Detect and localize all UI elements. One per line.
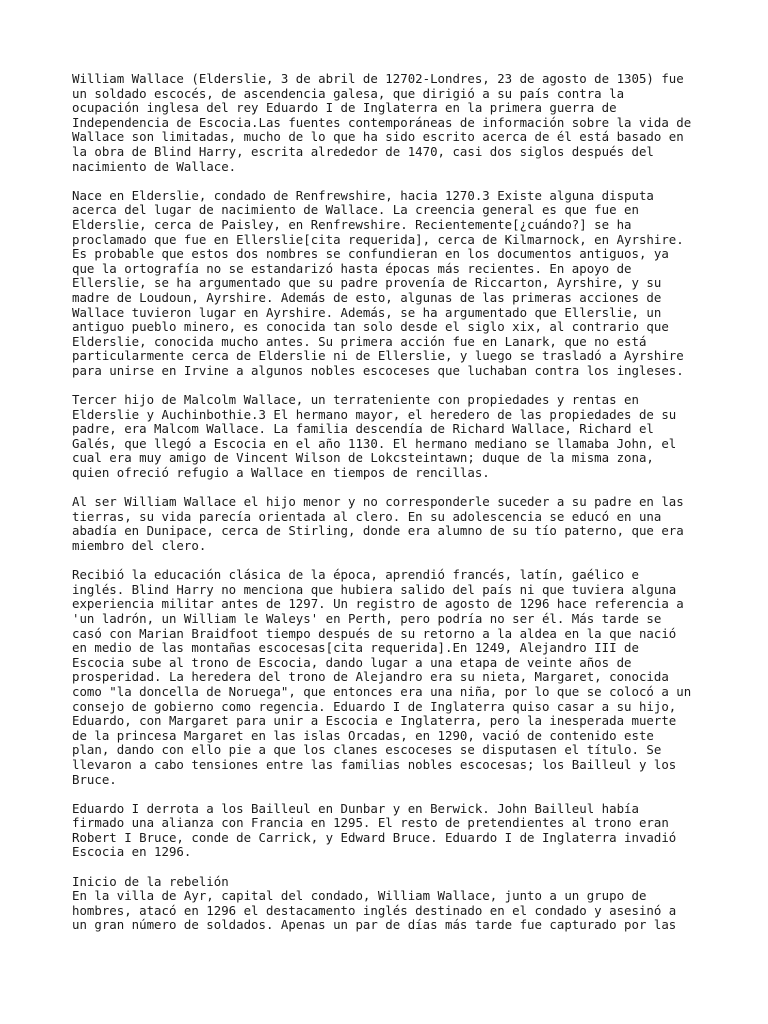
- section-paragraph: En la villa de Ayr, capital del condado, William Wallace, junto a un grupo de hombres, atacó en 1296 el destacamento inglés destinado en el condado y asesinó a un gran número de soldados. Apenas un par de días más tarde fue capturado por las: [72, 888, 677, 933]
- paragraph-education: Recibió la educación clásica de la época, aprendió francés, latín, gaélico e inglés. Blind Harry no menciona que hubiera salido del país ni que tuviera alguna experiencia militar antes de 1297. Un registro de agosto de 1296 hace referencia a 'un ladrón, un William le Waleys' en Perth, pero podría no ser él. Más tarde se casó con Marian Braidfoot tiempo después de su retorno a la aldea en la que nació en medio de las montañas escocesas[cita requerida].En 1249, Alejandro III de Escocia sube al trono de Escocia, dando lugar a una etapa de veinte años de prosperidad. La heredera del trono de Alejandro era su nieta, Margaret, conocida como "la doncella de Noruega", que entonces era una niña, por lo que se colocó a un consejo de gobierno como regencia. Eduardo I de Inglaterra quiso casar a su hijo, Eduardo, con Margaret para unir a Escocia e Inglaterra, pero la inesperada muerte de la princesa Margaret en las islas Orcadas, en 1290, vació de contenido este plan, dando con ello pie a que los clanes escoceses se disputasen el título. Se llevaron a cabo tensiones entre las familias nobles escocesas; los Bailleul y los Bruce.: [72, 567, 692, 787]
- paragraph-youth: Al ser William Wallace el hijo menor y no corresponderle suceder a su padre en las tierras, su vida parecía orientada al clero. En su adolescencia se educó en una abadía en Dunipace, cerca de Stirling, donde era alumno de su tío paterno, que era miembro del clero.: [72, 494, 684, 553]
- section-heading: Inicio de la rebelión: [72, 873, 229, 889]
- paragraph-invasion: Eduardo I derrota a los Bailleul en Dunbar y en Berwick. John Bailleul había firmado una alianza con Francia en 1295. El resto de pretendientes al trono eran Robert I Bruce, conde de Carrick, y Edward Bruce. Eduardo I de Inglaterra invadió Escocia en 1296.: [72, 800, 677, 860]
- paragraph-birthplace: Nace en Elderslie, condado de Renfrewshire, hacia 1270.3 Existe alguna disputa acerca del lugar de nacimiento de Wallace. La creencia general es que fue en Elderslie, cerca de Paisley, en Renfrewshire. Recientemente[¿cuándo?] se ha proclamado que fue en Ellerslie[cita requerida], cerca de Kilmarnock, en Ayrshire. Es probable que estos dos nombres se confundieran en los documentos antiguos, ya que la ortografía no se estandarizó hasta épocas más recientes. En apoyo de Ellerslie, se ha argumentado que su padre provenía de Riccarton, Ayrshire, y su madre de Loudoun, Ayrshire. Además de esto, algunas de las primeras acciones de Wallace tuvieron lugar en Ayrshire. Además, se ha argumentado que Ellerslie, un antiguo pueblo minero, es conocida tan solo desde el siglo xix, al contrario que Elderslie, conocida mucho antes. Su primera acción fue en Lanark, que no está particularmente cerca de Elderslie ni de Ellerslie, y luego se trasladó a Ayrshire para unirse en Irvine a algunos nobles escoceses que luchaban contra los ingleses.: [72, 187, 684, 378]
- paragraph-intro: William Wallace (Elderslie, 3 de abril de 12702-Londres, 23 de agosto de 1305) fue un soldado escocés, de ascendencia galesa, que dirigió a su país contra la ocupación inglesa del rey Eduardo I de Inglaterra en la primera guerra de Independencia de Escocia.Las fuentes contemporáneas de información sobre la vida de Wallace son limitadas, mucho de lo que ha sido escrito acerca de él está basado en la obra de Blind Harry, escrita alrededor de 1470, casi dos siglos después del nacimiento de Wallace.: [72, 71, 692, 174]
- document-page: [72, 72, 704, 933]
- paragraph-family: Tercer hijo de Malcolm Wallace, un terrateniente con propiedades y rentas en Elderslie y Auchinbothie.3 El hermano mayor, el heredero de las propiedades de su padre, era Malcom Wallace. La familia descendía de Richard Wallace, Richard el Galés, que llegó a Escocia en el año 1130. El hermano mediano se llamaba John, el cual era muy amigo de Vincent Wilson de Lokcsteintawn; duque de la misma zona, quien ofreció refugio a Wallace en tiempos de rencillas.: [72, 392, 677, 481]
